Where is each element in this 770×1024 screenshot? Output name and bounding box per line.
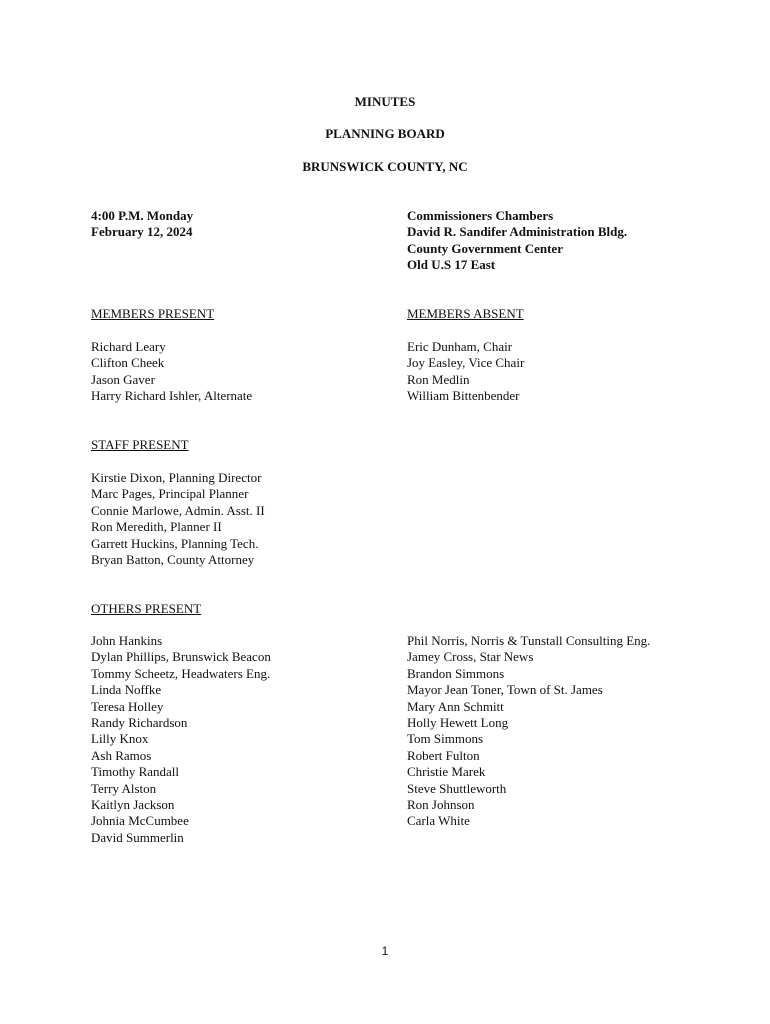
list-item: Holly Hewett Long [407, 715, 509, 731]
meeting-date: February 12, 2024 [91, 224, 193, 240]
members-present-list [91, 339, 252, 405]
list-item: Lilly Knox [91, 731, 149, 747]
list-item: Randy Richardson [91, 715, 188, 731]
list-item: Kirstie Dixon, Planning Director [91, 470, 262, 485]
county-name: BRUNSWICK COUNTY, NC [302, 159, 468, 174]
list-item: David Summerlin [91, 829, 184, 845]
list-item: Tommy Scheetz, Headwaters Eng. [91, 665, 271, 681]
list-item: William Bittenbender [407, 388, 520, 404]
others-present-heading: OTHERS PRESENT [91, 601, 202, 616]
list-item: Harry Richard Ishler, Alternate [91, 388, 253, 404]
doc-title: MINUTES [354, 94, 416, 109]
board-name: PLANNING BOARD [325, 126, 445, 141]
list-item: John Hankins [91, 633, 163, 648]
list-item: Terry Alston [91, 780, 157, 796]
list-item: Phil Norris, Norris & Tunstall Consulting Eng. [407, 633, 651, 648]
list-item: Jamey Cross, Star News [407, 649, 534, 665]
list-item: Bryan Batton, County Attorney [91, 552, 255, 568]
list-item: Carla White [407, 813, 470, 829]
list-item: Clifton Cheek [91, 355, 165, 371]
list-item: Mary Ann Schmitt [407, 698, 504, 714]
list-item: Garrett Huckins, Planning Tech. [91, 535, 259, 551]
meeting-time-block [91, 208, 193, 241]
list-item: Ash Ramos [91, 747, 152, 763]
others-present-right-list [407, 633, 650, 830]
list-item: Joy Easley, Vice Chair [407, 355, 525, 371]
meeting-location-block [407, 208, 627, 274]
list-item: Connie Marlowe, Admin. Asst. II [91, 502, 265, 518]
members-absent-heading: MEMBERS ABSENT [407, 306, 524, 321]
list-item: Teresa Holley [91, 698, 164, 714]
list-item: Christie Marek [407, 764, 486, 780]
list-item: Brandon Simmons [407, 665, 505, 681]
location-line: Old U.S 17 East [407, 257, 496, 273]
others-present-left-list [91, 633, 271, 846]
members-present-heading: MEMBERS PRESENT [91, 306, 215, 321]
staff-present-list [91, 470, 265, 568]
list-item: Linda Noffke [91, 682, 162, 698]
list-item: Marc Pages, Principal Planner [91, 486, 249, 502]
list-item: Robert Fulton [407, 747, 480, 763]
staff-present-heading: STAFF PRESENT [91, 437, 189, 452]
list-item: Dylan Phillips, Brunswick Beacon [91, 649, 271, 665]
location-line: County Government Center [407, 240, 563, 256]
list-item: Ron Johnson [407, 797, 475, 813]
location-line: David R. Sandifer Administration Bldg. [407, 224, 628, 240]
list-item: Steve Shuttleworth [407, 780, 507, 796]
list-item: Kaitlyn Jackson [91, 797, 175, 813]
list-item: Eric Dunham, Chair [407, 339, 513, 354]
list-item: Timothy Randall [91, 764, 180, 780]
list-item: Ron Medlin [407, 371, 470, 387]
list-item: Tom Simmons [407, 731, 484, 747]
page-number: 1 [381, 944, 389, 958]
list-item: Johnia McCumbee [91, 813, 189, 829]
meeting-time: 4:00 P.M. Monday [91, 208, 194, 223]
list-item: Ron Meredith, Planner II [91, 519, 222, 535]
members-absent-list [407, 339, 524, 405]
location-line: Commissioners Chambers [407, 208, 554, 223]
list-item: Mayor Jean Toner, Town of St. James [407, 682, 603, 698]
list-item: Jason Gaver [91, 371, 155, 387]
list-item: Richard Leary [91, 339, 166, 354]
